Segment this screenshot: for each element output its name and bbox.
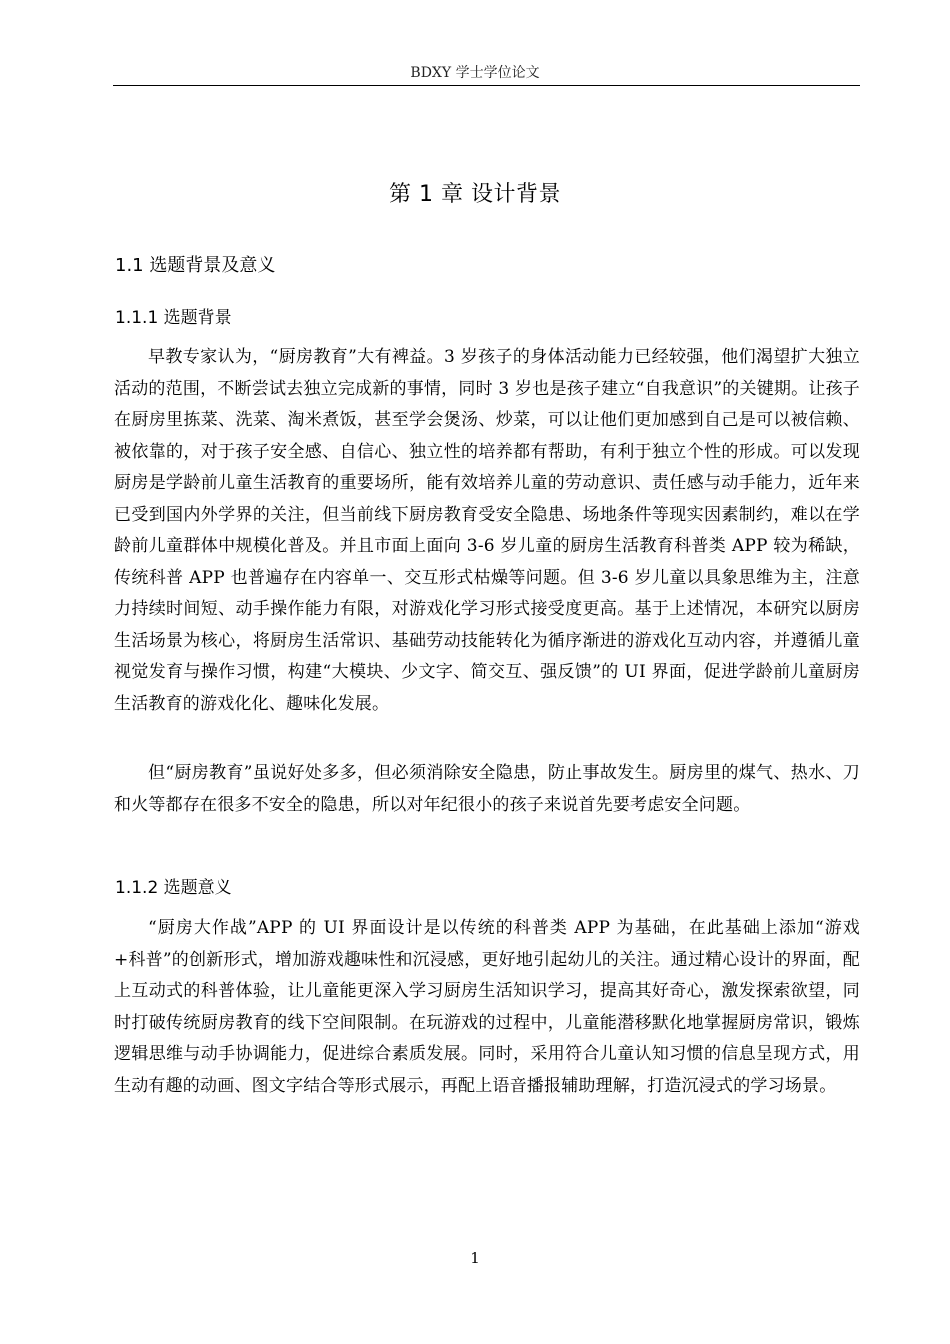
section-heading-1-1-1: 1.1.1 选题背景 — [115, 308, 232, 328]
header-divider — [113, 85, 860, 86]
paragraph-significance-1: “厨房大作战”APP 的 UI 界面设计是以传统的科普类 APP 为基础，在此基础上添加“游戏+科普”的创新形式，增加游戏趣味性和沉浸感，更好地引起幼儿的关注。通过精心设计的界面，配上互动式的科普体验，让儿童能更深入学习厨房生活知识学习，提高其好奇心，激发探索欲望，同时打破传统厨房教育的线下空间限制。在玩游戏的过程中，儿童能潜移默化地掌握厨房常识，锻炼逻辑思维与动手协调能力，促进综合素质发展。同时，采用符合儿童认知习惯的信息呈现方式，用生动有趣的动画、图文字结合等形式展示，再配上语音播报辅助理解，打造沉浸式的学习场景。 — [114, 918, 860, 1096]
running-header: BDXY 学士学位论文 — [410, 65, 540, 81]
page-number: 1 — [470, 1249, 480, 1267]
paragraph-background-2: 但“厨房教育”虽说好处多多，但必须消除安全隐患，防止事故发生。厨房里的煤气、热水、刀和火等都存在很多不安全的隐患，所以对年纪很小的孩子来说首先要考虑安全问题。 — [114, 763, 860, 815]
section-heading-1-1-2: 1.1.2 选题意义 — [115, 878, 232, 898]
chapter-title: 第 1 章 设计背景 — [389, 182, 561, 207]
section-heading-1-1: 1.1 选题背景及意义 — [115, 255, 276, 276]
paragraph-background-1: 早教专家认为，“厨房教育”大有裨益。3 岁孩子的身体活动能力已经较强，他们渴望扩大独立活动的范围，不断尝试去独立完成新的事情，同时 3 岁也是孩子建立“自我意识”的关键期。让孩子在厨房里拣菜、洗菜、淘米煮饭，甚至学会煲汤、炒菜，可以让他们更加感到自己是可以被信赖、被依靠的，对于孩子安全感、自信心、独立性的培养都有帮助，有利于独立个性的形成。可以发现厨房是学龄前儿童生活教育的重要场所，能有效培养儿童的劳动意识、责任感与动手能力，近年来已受到国内外学界的关注，但当前线下厨房教育受安全隐患、场地条件等现实因素制约，难以在学龄前儿童群体中规模化普及。并且市面上面向 3-6 岁儿童的厨房生活教育科普类 APP 较为稀缺，传统科普 APP 也普遍存在内容单一、交互形式枯燥等问题。但 3-6 岁儿童以具象思维为主，注意力持续时间短、动手操作能力有限，对游戏化学习形式接受度更高。基于上述情况，本研究以厨房生活场景为核心，将厨房生活常识、基础劳动技能转化为循序渐进的游戏化互动内容，并遵循儿童视觉发育与操作习惯，构建“大模块、少文字、简交互、强反馈”的 UI 界面，促进学龄前儿童厨房生活教育的游戏化化、趣味化发展。 — [114, 347, 860, 714]
